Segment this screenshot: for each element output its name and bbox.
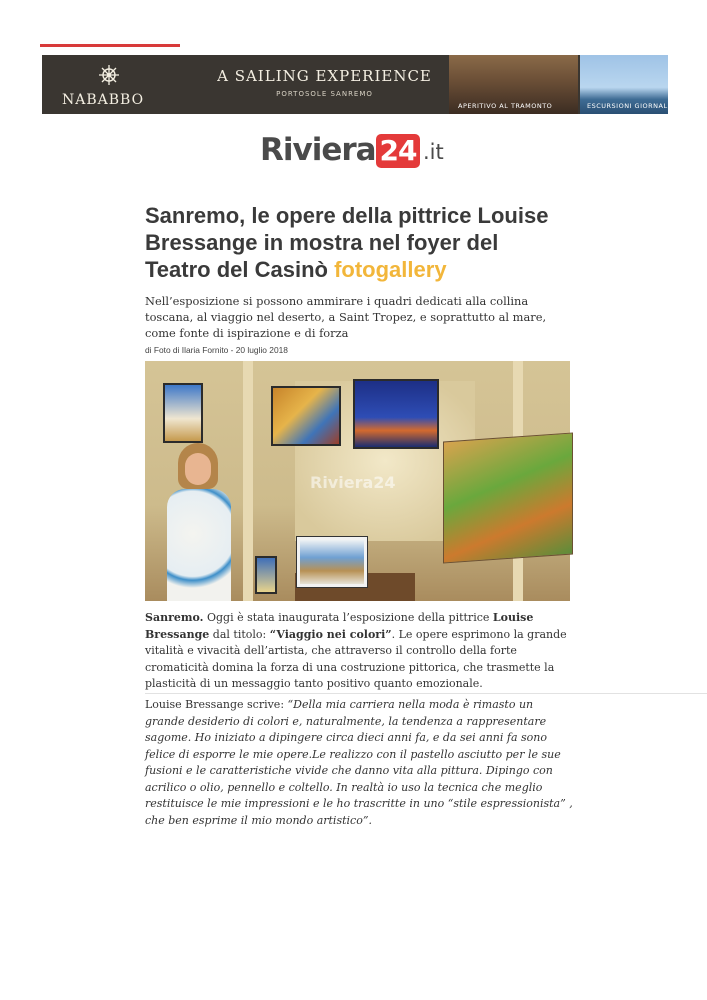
painting-landscape	[271, 386, 341, 446]
logo-number-badge: 24	[376, 134, 420, 168]
banner-brand: NABABBO	[62, 92, 145, 108]
dateline: Sanremo.	[145, 611, 204, 624]
artist-quote: “Della mia carriera nella moda è rimasto un grande desiderio di colori e, naturalmente, la tendenza a rappresentare sagome. Ho iniziato a dipingere circa dieci anni fa, e da sei anni fa sono felice di esporre le mie opere.Le realizzo con il pastello asciutto per le sue fusioni e le caratteristiche vivide che danno vita alla pittura. Dipingo con acrilico o olio, pennello e coltello. In realtà io uso la tecnica che meglio restituisce le mie impressioni e le ho trascritte in uno “stile espressionista” , che ben esprime il mio mondo artistico”.	[145, 698, 573, 827]
ship-wheel-icon	[98, 64, 120, 86]
photo-watermark: Riviera24	[310, 473, 396, 492]
headline-text: Sanremo, le opere della pittrice Louise Bressange in mostra nel foyer del Teatro del Casinò	[145, 203, 549, 282]
article-photo[interactable]	[145, 361, 570, 601]
fotogallery-link[interactable]: fotogallery	[334, 257, 447, 282]
painting-harbour	[297, 537, 367, 587]
p2-intro: Louise Bressange scrive:	[145, 698, 288, 711]
site-logo[interactable]	[260, 132, 460, 172]
painting-narrow	[255, 556, 277, 594]
article-subtitle: Nell’esposizione si possono ammirare i quadri dedicati alla collina toscana, al viaggio nel deserto, a Saint Tropez, e soprattutto al mare, come fonte di ispirazione e di forza	[145, 294, 547, 340]
banner-tagline-sub: PORTOSOLE SANREMO	[276, 90, 373, 98]
p1-text-a: Oggi è stata inaugurata l’esposizione della pittrice	[203, 611, 493, 624]
artist-face	[185, 453, 211, 485]
photo-pillar	[243, 361, 253, 601]
top-accent-bar	[40, 44, 180, 47]
banner-caption-escursioni: ESCURSIONI GIORNALIERE	[587, 102, 685, 110]
logo-tld: .it	[423, 140, 444, 164]
article-paragraph-2	[145, 697, 575, 829]
artist-figure	[167, 489, 231, 601]
painting-small	[163, 383, 203, 443]
divider	[145, 693, 707, 694]
p1-text-c: . Le opere esprimono la grande vitalità e vivacità dell’artista, che attraverso il controllo della forte cromaticità domina la forza di una costruzione pittorica, che trasmette la plasticità di un messaggio tanto positivo quanto emozionale.	[145, 627, 567, 690]
painting-on-easel	[443, 432, 573, 563]
ad-banner[interactable]	[42, 55, 685, 114]
banner-caption-aperitivo: APERITIVO AL TRAMONTO	[458, 102, 553, 110]
article-paragraph-1	[145, 610, 575, 693]
article-byline: di Foto di Ilaria Fornito - 20 luglio 2018	[145, 345, 288, 355]
exhibition-title: “Viaggio nei colori”	[269, 627, 392, 641]
logo-name: Riviera	[260, 132, 376, 168]
painting-seascape	[353, 379, 439, 449]
article-headline	[145, 202, 565, 283]
p1-text-b: dal titolo:	[209, 627, 270, 641]
banner-logo	[50, 61, 170, 109]
banner-tagline: A SAILING EXPERIENCE	[217, 67, 432, 85]
artist-name: Louise Bressange	[145, 611, 534, 641]
